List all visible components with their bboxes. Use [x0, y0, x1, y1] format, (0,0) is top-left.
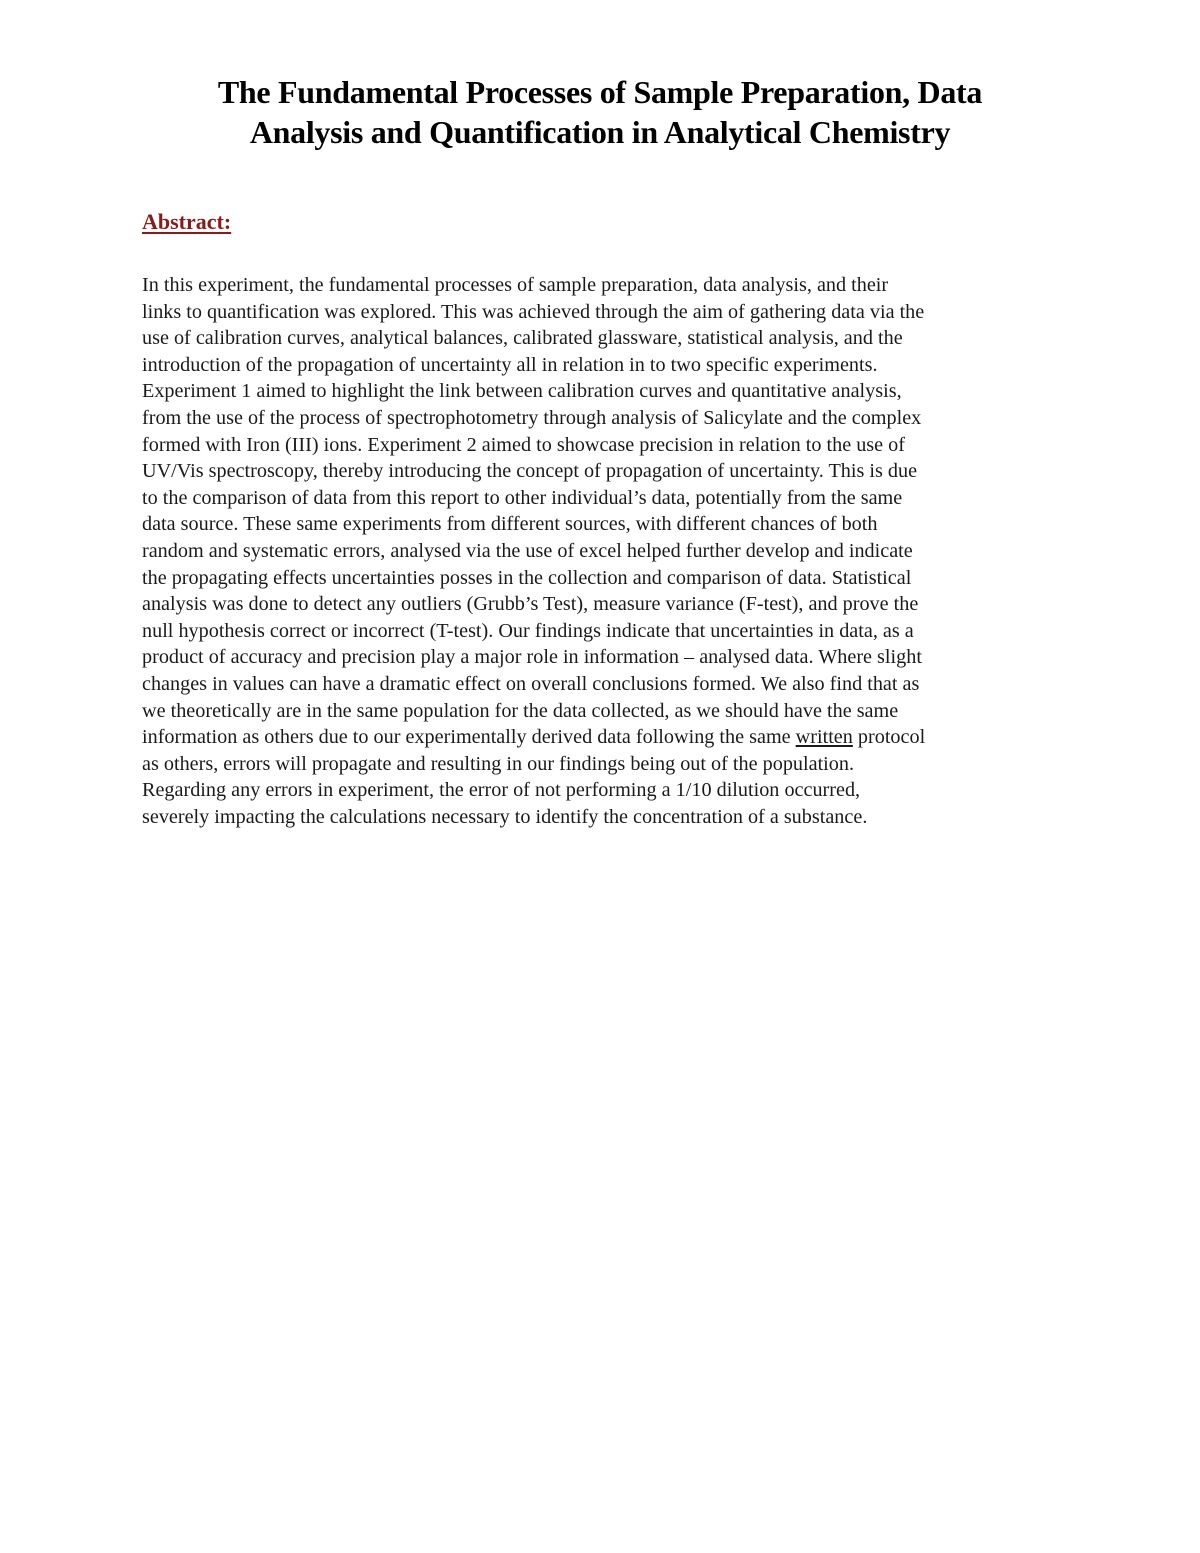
abstract-line: product of accuracy and precision play a major role in information – analysed data. Where slight: [142, 646, 922, 669]
abstract-line: from the use of the process of spectrophotometry through analysis of Salicylate and the complex: [142, 406, 922, 429]
abstract-line: the propagating effects uncertainties posses in the collection and comparison of data. Statistical: [142, 566, 912, 589]
abstract-line: introduction of the propagation of uncertainty all in relation in to two specific experiments.: [142, 353, 878, 376]
title-line-2: Analysis and Quantification in Analytical Chemistry: [249, 114, 951, 150]
abstract-line: null hypothesis correct or incorrect (T-test). Our findings indicate that uncertainties in data, as a: [142, 619, 914, 642]
abstract-line: In this experiment, the fundamental processes of sample preparation, data analysis, and their: [142, 274, 889, 296]
underlined-word: written: [795, 726, 853, 749]
abstract-line: we theoretically are in the same population for the data collected, as we should have the same: [142, 699, 899, 722]
abstract-line-with-underline: [142, 724, 1072, 751]
abstract-line: UV/Vis spectroscopy, thereby introducing the concept of propagation of uncertainty. This is due: [142, 460, 918, 483]
abstract-line: data source. These same experiments from different sources, with different chances of both: [142, 513, 878, 536]
abstract-line-part: protocol: [852, 726, 926, 749]
abstract-heading: Abstract:: [142, 209, 232, 234]
abstract-line: random and systematic errors, analysed via the use of excel helped further develop and indicate: [142, 539, 913, 562]
abstract-line: to the comparison of data from this report to other individual’s data, potentially from the same: [142, 486, 903, 509]
abstract-line-part: information as others due to our experimentally derived data following the same: [142, 726, 796, 749]
abstract-line: severely impacting the calculations necessary to identify the concentration of a substance.: [142, 805, 868, 828]
abstract-line: Regarding any errors in experiment, the error of not performing a 1/10 dilution occurred,: [142, 779, 861, 802]
abstract-line: changes in values can have a dramatic effect on overall conclusions formed. We also find that as: [142, 672, 920, 695]
document-title: [120, 72, 1080, 152]
abstract-line: as others, errors will propagate and resulting in our findings being out of the population.: [142, 752, 855, 775]
abstract-line: analysis was done to detect any outliers (Grubb’s Test), measure variance (F-test), and prove the: [142, 593, 919, 616]
abstract-line: formed with Iron (III) ions. Experiment 2 aimed to showcase precision in relation to the use of: [142, 433, 905, 456]
abstract-body: [142, 272, 1072, 830]
abstract-line: Experiment 1 aimed to highlight the link between calibration curves and quantitative analysis,: [142, 380, 902, 403]
title-line-1: The Fundamental Processes of Sample Preparation, Data: [217, 74, 983, 110]
abstract-line: use of calibration curves, analytical balances, calibrated glassware, statistical analysis, and the: [142, 327, 903, 350]
abstract-line: links to quantification was explored. This was achieved through the aim of gathering data via the: [142, 300, 925, 323]
